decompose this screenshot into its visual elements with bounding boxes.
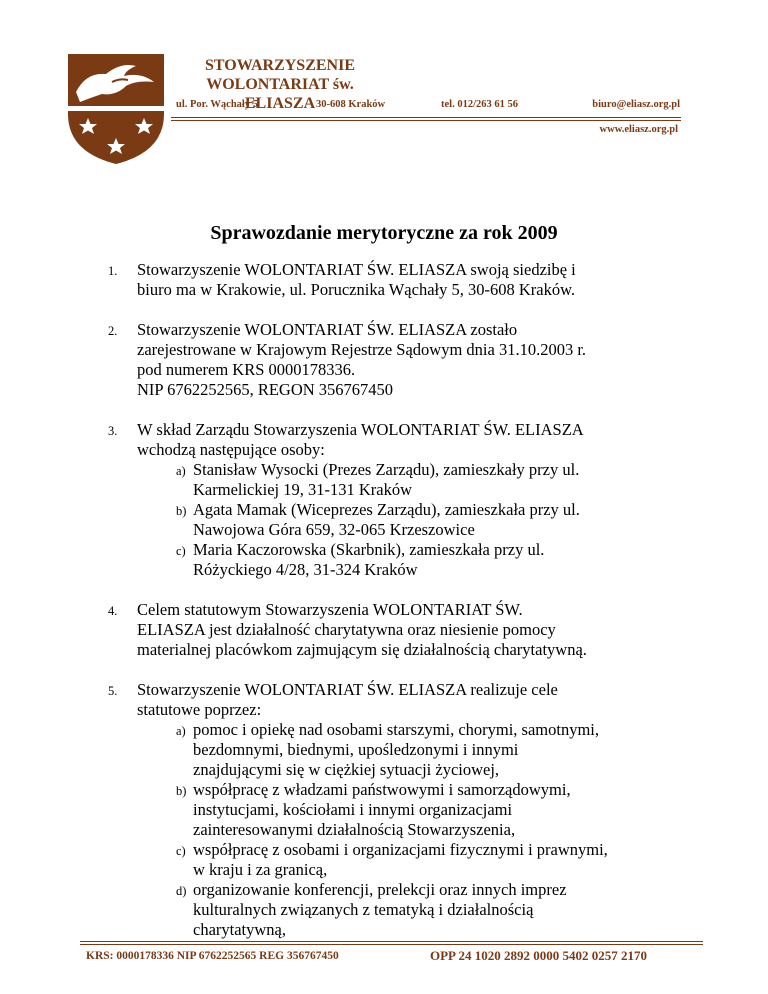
website-link[interactable]: www.eliasz.org.pl <box>599 124 678 135</box>
contact-row <box>176 99 680 113</box>
list-item-text: NIP 6762252565, REGON 356767450 <box>137 380 394 399</box>
sub-list-item <box>157 840 668 880</box>
sub-list-item-text: Różyckiego 4/28, 31-324 Kraków <box>193 560 418 579</box>
list-item <box>108 680 668 940</box>
sub-list-item-text: znajdującymi się w ciężkiej sytuacji życiowej, <box>193 760 500 779</box>
organization-name-line2: WOLONTARIAT św. ELIASZA <box>206 76 354 112</box>
postal-code: 30-608 Kraków <box>316 99 386 110</box>
sub-list-item <box>157 780 668 840</box>
report-content <box>108 260 668 960</box>
list-item-text: wchodzą następujące osoby: <box>137 440 325 459</box>
sub-list-item-text: pomoc i opiekę nad osobami starszymi, chorymi, samotnymi, <box>193 720 600 739</box>
sub-list-item-letter: b) <box>176 504 187 518</box>
sub-list-item-letter: a) <box>176 724 186 738</box>
sub-list-item-letter: c) <box>176 544 186 558</box>
address: ul. Por. Wąchały 5 <box>176 99 258 110</box>
list-item <box>108 260 668 300</box>
phone: tel. 012/263 61 56 <box>441 99 518 110</box>
sub-list-item-text: organizowanie konferencji, prelekcji oraz innych imprez <box>193 880 567 899</box>
list-item-text: statutowe poprzez: <box>137 700 262 719</box>
sub-list-item-text: Karmelickiej 19, 31-131 Kraków <box>193 480 413 499</box>
sub-list-item-text: w kraju i za granicą, <box>193 860 328 879</box>
list-item-number: 2. <box>108 324 118 338</box>
list-item-text: Celem statutowym Stowarzyszenia WOLONTARIAT ŚW. <box>137 600 523 619</box>
list-item <box>108 320 668 400</box>
list-item <box>108 420 668 580</box>
sub-list-item-letter: c) <box>176 844 186 858</box>
sub-list-item-text: zainteresowanymi działalnością Stowarzyszenia, <box>193 820 516 839</box>
list-item-text: zarejestrowane w Krajowym Rejestrze Sądowym dnia 31.10.2003 r. <box>137 340 587 359</box>
list-item-number: 3. <box>108 424 118 438</box>
list-item-number: 5. <box>108 684 118 698</box>
sub-list-item-letter: b) <box>176 784 187 798</box>
sub-list-item <box>157 720 668 780</box>
document-title: Sprawozdanie merytoryczne za rok 2009 <box>210 222 558 244</box>
header-divider <box>171 117 681 121</box>
organization-name-line1: STOWARZYSZENIE <box>205 57 355 74</box>
list-item-text: Stowarzyszenie WOLONTARIAT ŚW. ELIASZA zostało <box>137 320 518 339</box>
sub-list-item-letter: a) <box>176 464 186 478</box>
sub-list-item-text: współpracę z władzami państwowymi i samorządowymi, <box>193 780 571 799</box>
sub-list-item-text: charytatywną, <box>193 920 286 939</box>
sub-list-item-text: instytucjami, kościołami i innymi organizacjami <box>193 800 513 819</box>
list-item-text: Stowarzyszenie WOLONTARIAT ŚW. ELIASZA realizuje cele <box>137 680 558 699</box>
sub-list-item-letter: d) <box>176 884 187 898</box>
list-item-number: 4. <box>108 604 118 618</box>
list-item-text: pod numerem KRS 0000178336. <box>137 360 356 379</box>
footer-divider <box>80 941 703 945</box>
organization-logo <box>66 52 166 166</box>
footer-registration: KRS: 0000178336 NIP 6762252565 REG 356767450 <box>86 950 339 962</box>
list-item-text: W skład Zarządu Stowarzyszenia WOLONTARIAT ŚW. ELIASZA <box>137 420 584 439</box>
sub-list-item-text: Maria Kaczorowska (Skarbnik), zamieszkała przy ul. <box>193 540 545 559</box>
list-item-text: biuro ma w Krakowie, ul. Porucznika Wąchały 5, 30-608 Kraków. <box>137 280 576 299</box>
sub-list-item <box>157 540 668 580</box>
sub-list-item-text: bezdomnymi, biednymi, upośledzonymi i innymi <box>193 740 519 759</box>
sub-list-item-text: Agata Mamak (Wiceprezes Zarządu), zamieszkała przy ul. <box>193 500 580 519</box>
list-item-number: 1. <box>108 264 118 278</box>
sub-list-item <box>157 880 668 940</box>
list-item-text: materialnej placówkom zajmującym się działalnością charytatywną. <box>137 640 587 659</box>
list-item-text: Stowarzyszenie WOLONTARIAT ŚW. ELIASZA swoją siedzibę i <box>137 260 576 279</box>
sub-list-item <box>157 460 668 500</box>
sub-list-item-text: kulturalnych związanych z tematyką i działalnością <box>193 900 534 919</box>
list-item <box>108 600 668 660</box>
sub-list-item-text: Nawojowa Góra 659, 32-065 Krzeszowice <box>193 520 475 539</box>
footer-bank-account: OPP 24 1020 2892 0000 5402 0257 2170 <box>430 948 648 963</box>
sub-list-item-text: Stanisław Wysocki (Prezes Zarządu), zamieszkały przy ul. <box>193 460 580 479</box>
list-item-text: ELIASZA jest działalność charytatywna oraz niesienie pomocy <box>137 620 556 639</box>
email-link[interactable]: biuro@eliasz.org.pl <box>592 99 680 110</box>
sub-list-item <box>157 500 668 540</box>
sub-list-item-text: współpracę z osobami i organizacjami fizycznymi i prawnymi, <box>193 840 608 859</box>
